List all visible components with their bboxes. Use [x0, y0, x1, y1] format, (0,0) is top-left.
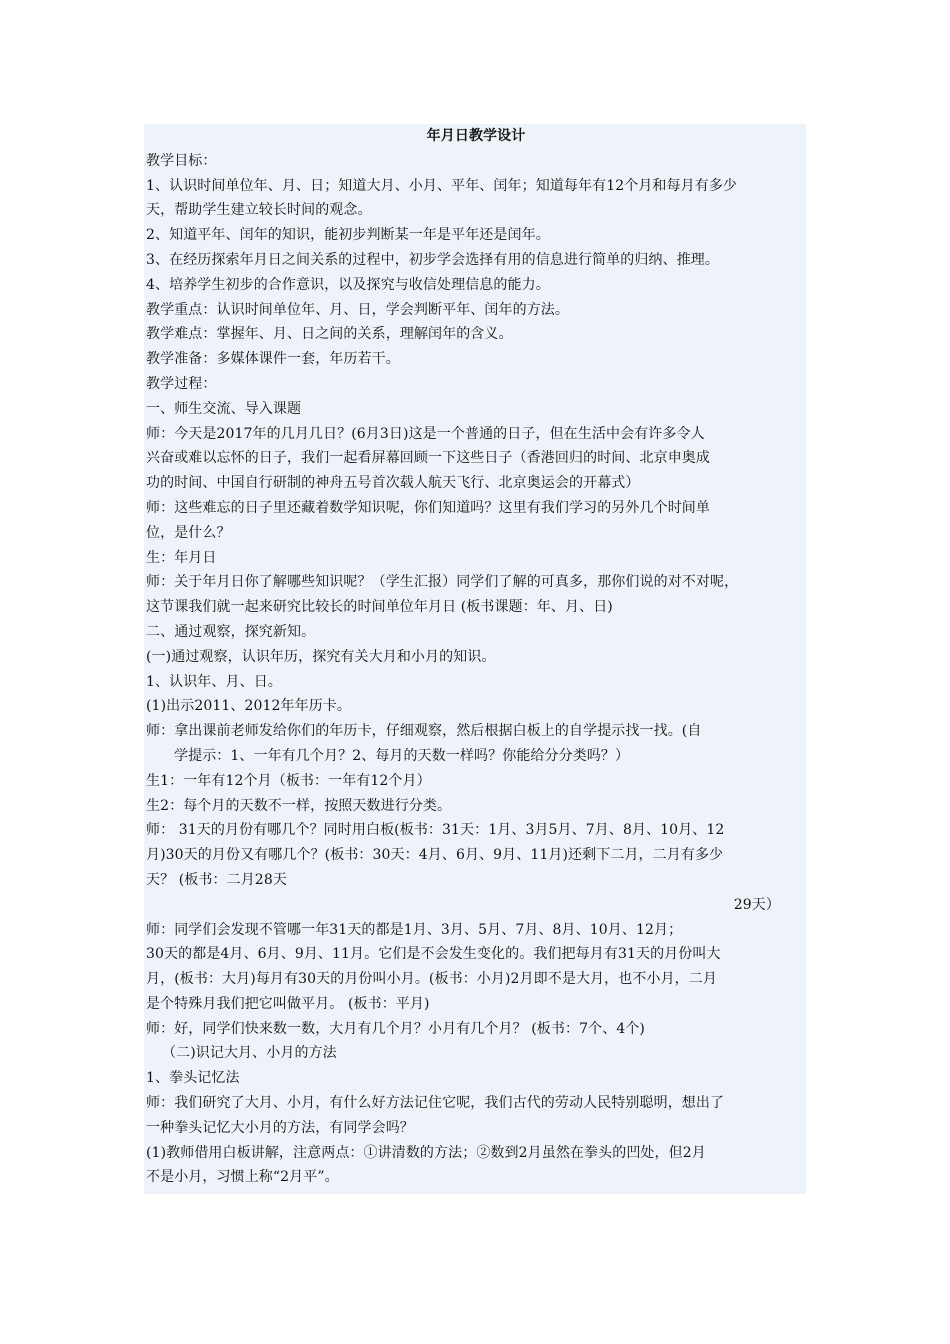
text-line: 生1：一年有12个月（板书：一年有12个月） — [146, 772, 431, 789]
text-line: 1、认识时间单位年、月、日；知道大月、小月、平年、闰年；知道每年有12个月和每月有多少 — [146, 177, 738, 194]
text-line: 师：这些难忘的日子里还藏着数学知识呢，你们知道吗？这里有我们学习的另外几个时间单 — [146, 499, 710, 516]
text-line: 师：拿出课前老师发给你们的年历卡，仔细观察，然后根据白板上的自学提示找一找。(自 — [146, 723, 702, 740]
text-line: 二、通过观察，探究新知。 — [146, 623, 316, 640]
text-line: 不是小月，习惯上称“2月平”。 — [146, 1169, 339, 1186]
text-line: 是个特殊月我们把它叫做平月。 (板书：平月) — [146, 995, 430, 1012]
text-line: 教学难点：掌握年、月、日之间的关系，理解闰年的含义。 — [146, 326, 513, 343]
text-line: (一)通过观察，认识年历，探究有关大月和小月的知识。 — [146, 648, 496, 665]
text-line: 位，是什么？ — [146, 524, 231, 541]
text-line: (1)教师借用白板讲解，注意两点：①讲清数的方法；②数到2月虽然在拳头的凹处，但2月 — [146, 1144, 706, 1161]
document-page — [144, 124, 806, 1194]
text-line: 教学准备：多媒体课件一套，年历若干。 — [146, 351, 400, 368]
text-line: 月，(板书：大月)每月有30天的月份叫小月。(板书：小月)2月即不是大月，也不小月，二月 — [146, 971, 717, 988]
text-line: 兴奋或难以忘怀的日子，我们一起看屏幕回顾一下这些日子（香港回归的时间、北京申奥成 — [146, 450, 710, 467]
text-line: 教学目标： — [146, 152, 217, 169]
text-line: 学提示：1、一年有几个月？2、每月的天数一样吗？你能给分分类吗？） — [174, 747, 630, 764]
text-line: 29天） — [733, 896, 780, 913]
text-line: 这节课我们就一起来研究比较长的时间单位年月日 (板书课题：年、月、日) — [146, 599, 613, 616]
text-line: 生：年月日 — [146, 549, 217, 566]
text-line: 天，帮助学生建立较长时间的观念。 — [146, 202, 372, 219]
text-line: 师： 31天的月份有哪几个？同时用白板(板书：31天：1月、3月5月、7月、8月、10月、12 — [146, 822, 725, 839]
text-line: 师：关于年月日你了解哪些知识呢？（学生汇报）同学们了解的可真多，那你们说的对不对呢， — [146, 574, 739, 591]
text-line: 生2：每个月的天数不一样，按照天数进行分类。 — [146, 797, 452, 814]
text-line: 师：我们研究了大月、小月，有什么好方法记住它呢，我们古代的劳动人民特别聪明，想出了 — [146, 1095, 725, 1112]
text-line: 2、知道平年、闰年的知识，能初步判断某一年是平年还是闰年。 — [146, 227, 550, 244]
text-line: 功的时间、中国自行研制的神舟五号首次载人航天飞行、北京奥运会的开幕式） — [146, 475, 640, 492]
text-line: 一、师生交流、导入课题 — [146, 400, 302, 417]
text-line: 师：今天是2017年的几月几日？(6月3日)这是一个普通的日子，但在生活中会有许多令人 — [146, 425, 705, 442]
text-line: 3、在经历探索年月日之间关系的过程中，初步学会选择有用的信息进行简单的归纳、推理。 — [146, 251, 720, 268]
text-line: 天？ (板书：二月28天 — [146, 871, 287, 888]
text-line: 月)30天的月份又有哪几个？(板书：30天：4月、6月、9月、11月)还剩下二月，二月有多少 — [146, 847, 724, 864]
text-line: 30天的都是4月、6月、9月、11月。它们是不会发生变化的。我们把每月有31天的月份叫大 — [146, 946, 721, 963]
text-line: （二)识记大月、小月的方法 — [162, 1045, 337, 1062]
text-line: (1)出示2011、2012年年历卡。 — [146, 698, 351, 715]
text-line: 教学过程： — [146, 375, 217, 392]
document-title: 年月日教学设计 — [426, 128, 526, 144]
text-line: 一种拳头记忆大小月的方法，有同学会吗？ — [146, 1119, 414, 1136]
text-line: 1、认识年、月、日。 — [146, 673, 282, 690]
text-line: 师：好，同学们快来数一数，大月有几个月？小月有几个月？ (板书：7个、4个) — [146, 1020, 645, 1037]
text-line: 4、培养学生初步的合作意识，以及探究与收信处理信息的能力。 — [146, 276, 550, 293]
document-body — [146, 149, 806, 1190]
text-line: 1、拳头记忆法 — [146, 1070, 240, 1087]
text-line: 师：同学们会发现不管哪一年31天的都是1月、3月、5月、7月、8月、10月、12月； — [146, 921, 683, 938]
text-line: 教学重点：认识时间单位年、月、日，学会判断平年、闰年的方法。 — [146, 301, 569, 318]
